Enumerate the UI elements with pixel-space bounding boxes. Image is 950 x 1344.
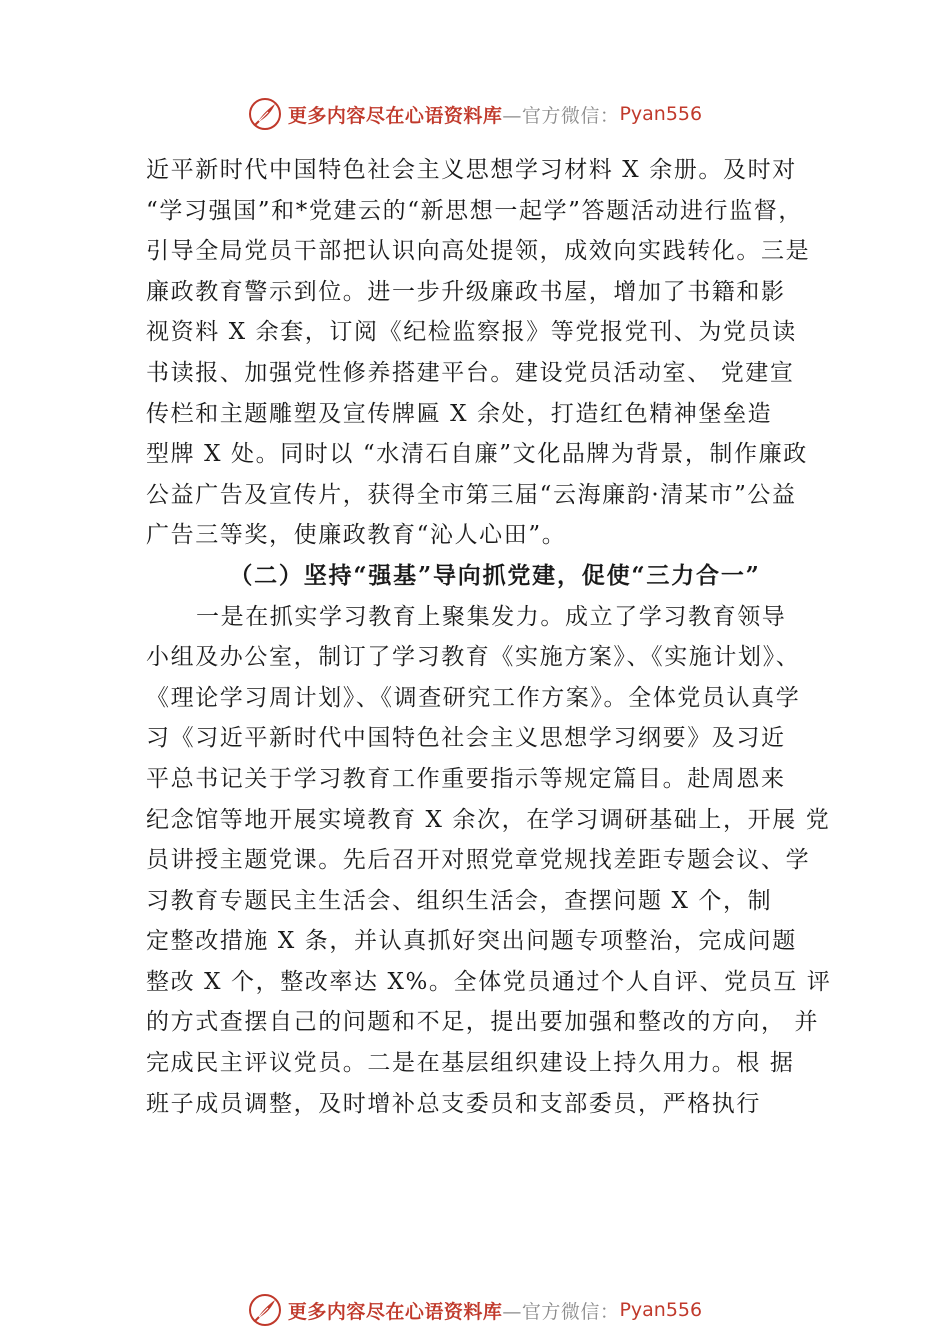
watermark-wechat-id: Pyan556: [619, 103, 703, 125]
body-line: 《理论学习周计划》、《调查研究工作方案》。全体党员认真学: [146, 684, 801, 711]
feather-quill-logo-icon: [248, 1293, 282, 1327]
watermark-main-text: 更多内容尽在心语资料库: [287, 104, 503, 127]
body-line: 纪念馆等地开展实境教育 X 余次，在学习调研基础上，开展 党: [146, 806, 831, 833]
body-line: 型牌 X 处。同时以 “水清石自廉”文化品牌为背景，制作廉政: [146, 441, 808, 468]
body-line: 习《习近平新时代中国特色社会主义思想学习纲要》及习近: [146, 725, 786, 752]
body-line: “学习强国”和*党建云的“新思想一起学”答题活动进行监督，: [146, 197, 803, 224]
body-line: 廉政教育警示到位。进一步升级廉政书屋，增加了书籍和影: [146, 278, 786, 305]
body-line: 整改 X 个，整改率达 X%。全体党员通过个人自评、党员互 评: [146, 968, 832, 995]
body-line: 视资料 X 余套，订阅《纪检监察报》等党报党刊、为党员读: [146, 319, 797, 346]
document-body: [146, 150, 836, 1124]
feather-quill-logo-icon: [248, 97, 282, 131]
body-line: 一是在抓实学习教育上聚集发力。成立了学习教育领导: [196, 603, 787, 630]
watermark-sub-text: —官方微信：: [502, 104, 620, 127]
body-line: 引导全局党员干部把认识向高处提领，成效向实践转化。三是: [146, 238, 811, 265]
body-line: 平总书记关于学习教育工作重要指示等规定篇目。赴周恩来: [146, 765, 786, 792]
watermark-main-text: 更多内容尽在心语资料库: [287, 1300, 503, 1323]
header-watermark: [0, 94, 950, 134]
body-line: 传栏和主题雕塑及宣传牌匾 X 余处，打造红色精神堡垒造: [146, 400, 773, 427]
body-line: 小组及办公室，制订了学习教育《实施方案》、《实施计划》、: [146, 644, 801, 671]
watermark-sub-text: —官方微信：: [502, 1300, 620, 1323]
body-line: 广告三等奖，使廉政教育“沁人心田”。: [146, 522, 567, 549]
footer-watermark: [0, 1290, 950, 1330]
section-heading: （二）坚持“强基”导向抓党建，促使“三力合一”: [229, 561, 761, 589]
body-line: 的方式查摆自己的问题和不足，提出要加强和整改的方向， 并: [146, 1009, 820, 1036]
body-line: 班子成员调整，及时增补总支委员和支部委员，严格执行: [146, 1090, 761, 1117]
body-line: 习教育专题民主生活会、组织生活会，查摆问题 X 个，制: [146, 887, 773, 914]
body-line: 完成民主评议党员。二是在基层组织建设上持久用力。根 据: [146, 1050, 795, 1077]
watermark-wechat-id: Pyan556: [619, 1299, 703, 1321]
body-line: 书读报、加强党性修养搭建平台。建设党员活动室、 党建宣: [146, 359, 795, 386]
body-line: 近平新时代中国特色社会主义思想学习材料 X 余册。及时对: [146, 157, 797, 183]
body-line: 公益广告及宣传片，获得全市第三届“云海廉韵·清某市”公益: [146, 481, 797, 508]
body-line: 员讲授主题党课。先后召开对照党章党规找差距专题会议、学: [146, 847, 811, 874]
body-line: 定整改措施 X 条，并认真抓好突出问题专项整治，完成问题: [146, 928, 797, 955]
